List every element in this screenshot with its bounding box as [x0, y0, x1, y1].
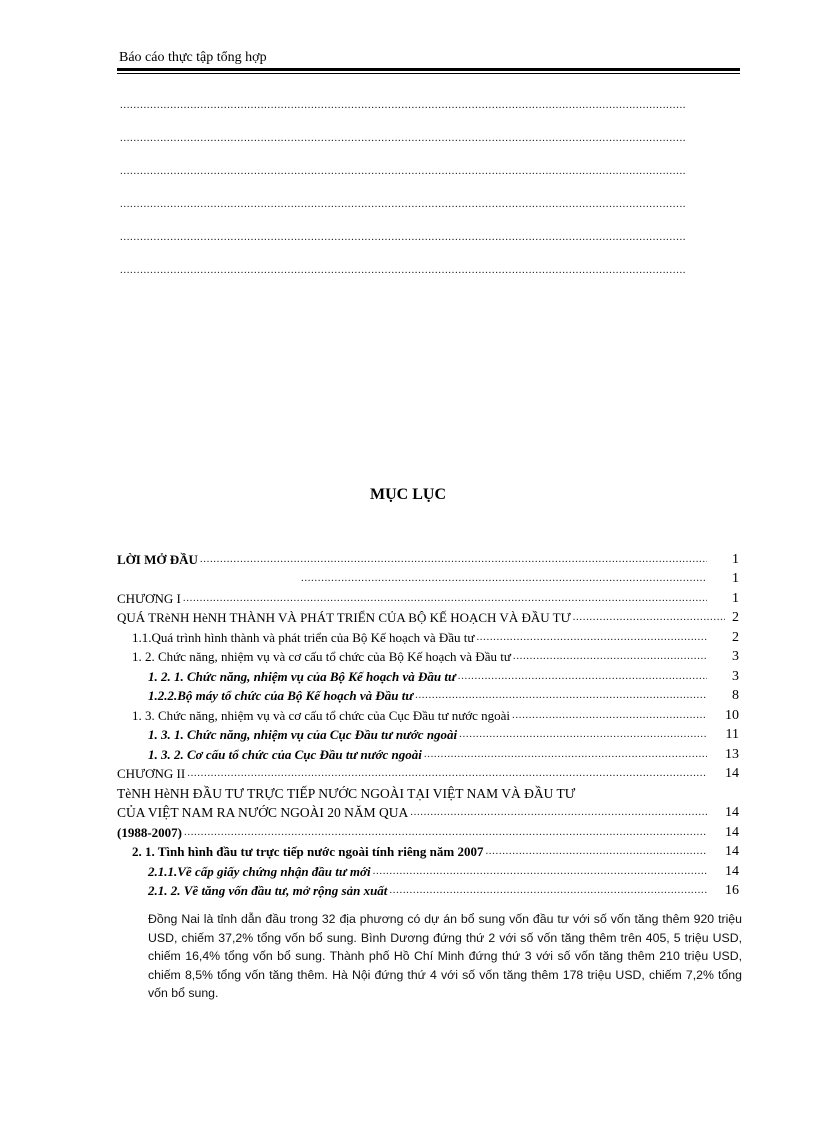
toc-entry-label: 1. 2. 1. Chức năng, nhiệm vụ của Bộ Kế hoạch và Đầu tư [148, 668, 456, 684]
toc-entry-page: 14 [725, 844, 739, 859]
leader-dots [485, 845, 707, 857]
toc-entry[interactable] [117, 685, 739, 705]
toc-entry-page: 16 [725, 883, 739, 898]
dotted-line: ......................................................................................................................................................................... [120, 165, 687, 177]
toc-entry-page: 14 [725, 805, 739, 820]
leader-dots [512, 709, 707, 721]
dotted-line: ......................................................................................................................................................................... [120, 198, 687, 210]
toc-entry-page: 3 [732, 668, 739, 684]
leader-dots [459, 728, 707, 740]
dotted-line: ......................................................................................................................................................................... [120, 99, 687, 111]
toc-entry-label: CHƯƠNG I [117, 590, 181, 606]
toc-entry-heading-line [117, 782, 739, 802]
toc-entry-page: 8 [732, 688, 739, 703]
toc-entry[interactable] [117, 665, 739, 685]
header-rule-thick [117, 68, 740, 71]
toc-entry[interactable] [117, 763, 739, 783]
toc-entry-page: 13 [725, 746, 739, 762]
toc-entry-label: 2.1. 2. Về tăng vốn đầu tư, mở rộng sản xuất [148, 883, 388, 898]
toc-entry-page: 3 [732, 649, 739, 664]
leader-dots [183, 592, 707, 604]
toc-entry-page: 14 [725, 863, 739, 879]
header-rule-thin [117, 73, 740, 74]
toc-entry[interactable] [117, 802, 739, 822]
toc-entry-page: 11 [725, 727, 739, 742]
toc-entry[interactable] [117, 626, 739, 646]
table-of-contents [117, 548, 739, 899]
toc-entry-page: 1 [732, 590, 739, 606]
toc-entry-label: 2.1.1.Về cấp giấy chứng nhận đầu tư mới [148, 863, 371, 879]
toc-entry-label: 1.2.2.Bộ máy tổ chức của Bộ Kế hoạch và Đầu tư [148, 688, 414, 703]
toc-entry[interactable] [117, 821, 739, 841]
toc-entry[interactable] [117, 724, 739, 744]
toc-entry-label: 1. 3. 1. Chức năng, nhiệm vụ của Cục Đầu tư nước ngoài [148, 727, 458, 742]
leader-dots [513, 650, 707, 662]
dotted-line: ......................................................................................................................................................................... [120, 264, 687, 276]
leader-dots [415, 689, 707, 701]
body-paragraph: Đồng Nai là tỉnh dẫn đầu trong 32 địa phương có dự án bổ sung vốn đầu tư với số vốn tăng thêm 920 triệu USD, chiếm 37,2% tổng vốn bổ sung. Bình Dương đứng thứ 2 với số vốn tăng thêm trên 405, 5 triệu USD, chiếm 16,4% tổng vốn bổ sung. Thành phố Hồ Chí Minh đứng thứ 3 với số vốn tăng thêm 210 triệu USD, chiếm 8,5% tổng vốn tăng thêm. Hà Nội đứng thứ 4 với số vốn tăng thêm 178 triệu USD, chiếm 7,2% tổng vốn bổ sung. [148, 912, 742, 1000]
leader-dots [301, 572, 707, 584]
leader-dots [187, 767, 707, 779]
leader-dots [373, 865, 707, 877]
toc-entry-label: 1. 3. 2. Cơ cấu tổ chức của Cục Đầu tư nước ngoài [148, 746, 422, 762]
toc-entry-label: 1.1.Quá trình hình thành và phát triển của Bộ Kế hoạch và Đầu tư [132, 629, 475, 645]
leader-dots [184, 826, 707, 838]
toc-title: MỤC LỤC [370, 486, 446, 503]
toc-entry-label: CỦA VIỆT NAM RA NƯỚC NGOÀI 20 NĂM QUA [117, 805, 409, 820]
toc-entry[interactable] [117, 568, 739, 588]
leader-dots [410, 806, 707, 818]
header-title: Báo cáo thực tập tổng hợp [119, 50, 267, 65]
dotted-line: ......................................................................................................................................................................... [120, 132, 687, 144]
toc-entry-label-line1: TèNH HèNH ĐẦU TƯ TRỰC TIẾP NƯỚC NGOÀI TẠI VIỆT NAM VÀ ĐẦU TƯ [117, 785, 576, 801]
toc-entry-label: QUÁ TRèNH HèNH THÀNH VÀ PHÁT TRIỂN CỦA BỘ KẾ HOẠCH VÀ ĐẦU TƯ [117, 610, 571, 625]
toc-entry[interactable] [117, 548, 739, 568]
toc-entry-label: 1. 3. Chức năng, nhiệm vụ và cơ cấu tổ chức của Cục Đầu tư nước ngoài [132, 707, 511, 723]
leader-dots [200, 553, 707, 565]
toc-entry-label: LỜI MỞ ĐẦU [117, 551, 198, 567]
toc-entry-label: 1. 2. Chức năng, nhiệm vụ và cơ cấu tổ chức của Bộ Kế hoạch và Đầu tư [132, 649, 511, 664]
toc-entry[interactable] [117, 880, 739, 900]
toc-entry-label: CHƯƠNG II [117, 766, 186, 781]
toc-entry-label: 2. 1. Tình hình đầu tư trực tiếp nước ngoài tính riêng năm 2007 [132, 844, 484, 859]
toc-entry-page: 14 [725, 824, 739, 840]
leader-dots [476, 631, 707, 643]
toc-entry-page: 1 [732, 551, 739, 567]
toc-entry[interactable] [117, 860, 739, 880]
toc-entry-page: 1 [732, 571, 739, 586]
toc-entry[interactable] [117, 587, 739, 607]
toc-entry-page: 10 [725, 707, 739, 723]
toc-entry[interactable] [117, 607, 739, 627]
toc-entry-page: 2 [732, 610, 739, 625]
leader-dots [389, 884, 707, 896]
toc-entry-page: 14 [725, 766, 739, 781]
dotted-line: ......................................................................................................................................................................... [120, 231, 687, 243]
leader-dots [458, 670, 707, 682]
toc-entry[interactable] [117, 646, 739, 666]
leader-dots [573, 611, 725, 623]
toc-entry-label: (1988-2007) [117, 824, 182, 840]
leader-dots [424, 748, 707, 760]
toc-entry[interactable] [117, 704, 739, 724]
toc-entry-page: 2 [732, 629, 739, 645]
toc-entry[interactable] [117, 841, 739, 861]
toc-entry[interactable] [117, 743, 739, 763]
